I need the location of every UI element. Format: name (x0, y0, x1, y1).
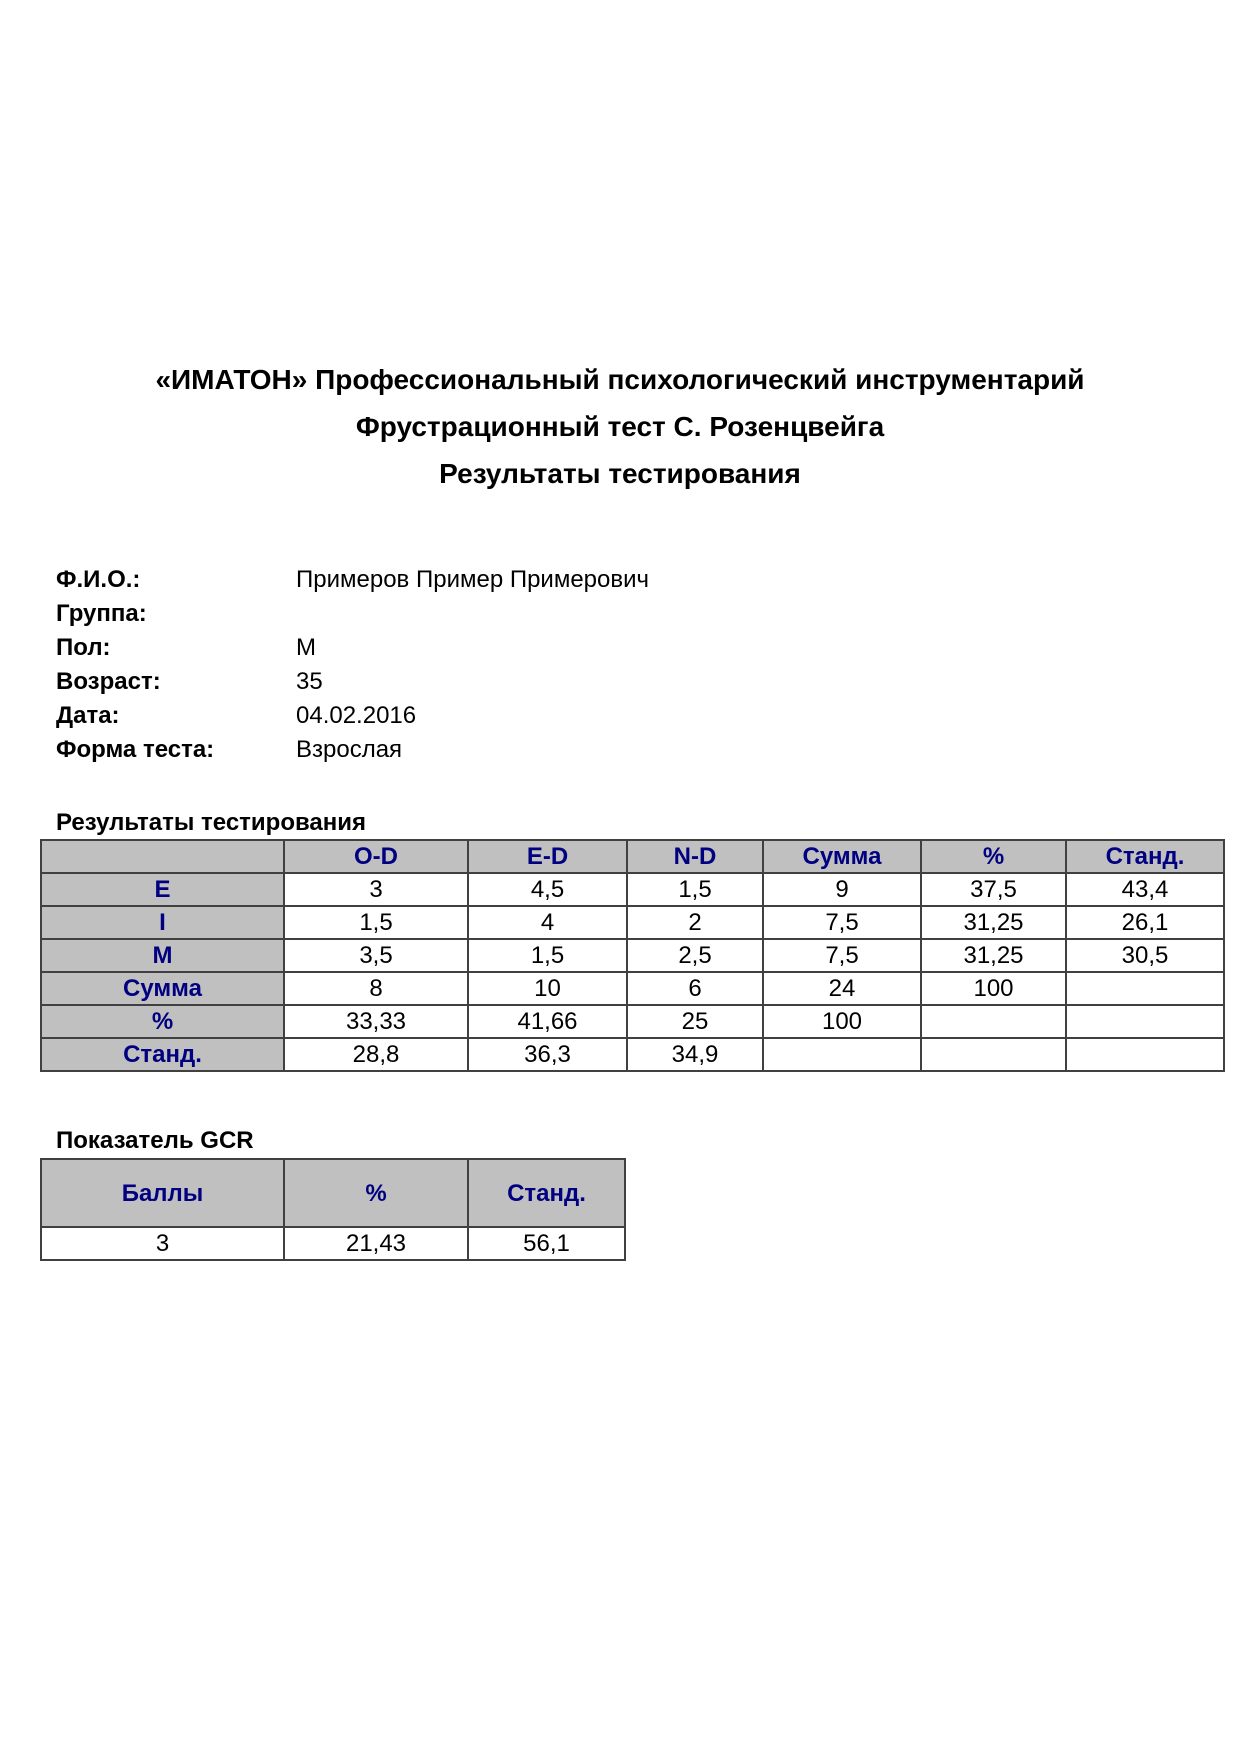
table-cell: 7,5 (763, 906, 921, 939)
info-value: Взрослая (296, 736, 403, 763)
column-header (41, 840, 284, 873)
table-cell: 7,5 (763, 939, 921, 972)
row-header: I (41, 906, 284, 939)
column-header: Сумма (763, 840, 921, 873)
table-cell: 3,5 (284, 939, 468, 972)
table-cell: 100 (921, 972, 1066, 1005)
header-title-line-3: Результаты тестирования (439, 458, 801, 489)
info-label: Возраст: (56, 668, 161, 695)
table-cell: 28,8 (284, 1038, 468, 1071)
table-cell: 4,5 (468, 873, 627, 906)
table-cell: 31,25 (921, 939, 1066, 972)
table-cell: 21,43 (284, 1227, 468, 1260)
column-header: Станд. (468, 1159, 625, 1227)
table-cell (1066, 1005, 1224, 1038)
table-cell: 2,5 (627, 939, 763, 972)
info-value: 04.02.2016 (296, 702, 417, 729)
column-header: E-D (468, 840, 627, 873)
table-cell (921, 1038, 1066, 1071)
column-header: Баллы (41, 1159, 284, 1227)
table-row (41, 906, 1224, 939)
results-section-title: Результаты тестирования (56, 809, 367, 836)
table-cell: 4 (468, 906, 627, 939)
table-cell (921, 1005, 1066, 1038)
table-cell: 100 (763, 1005, 921, 1038)
header-title-line-1: «ИМАТОН» Профессиональный психологический инструментарий (155, 364, 1085, 395)
table-cell: 31,25 (921, 906, 1066, 939)
table-header-row (41, 1159, 625, 1227)
table-cell: 41,66 (468, 1005, 627, 1038)
table-cell: 56,1 (468, 1227, 625, 1260)
table-cell: 8 (284, 972, 468, 1005)
column-header: Станд. (1066, 840, 1224, 873)
table-row (41, 972, 1224, 1005)
table-cell: 6 (627, 972, 763, 1005)
table-header-row (41, 840, 1224, 873)
row-header: Станд. (41, 1038, 284, 1071)
table-cell: 30,5 (1066, 939, 1224, 972)
table-cell: 9 (763, 873, 921, 906)
table-cell: 25 (627, 1005, 763, 1038)
gcr-table (40, 1158, 626, 1261)
info-value: М (296, 634, 316, 661)
header-title-line-2: Фрустрационный тест С. Розенцвейга (355, 411, 885, 442)
table-row (41, 1005, 1224, 1038)
info-label: Ф.И.О.: (56, 566, 141, 593)
table-cell: 3 (41, 1227, 284, 1260)
row-header: M (41, 939, 284, 972)
info-label: Группа: (56, 600, 147, 627)
info-label: Пол: (56, 634, 111, 661)
table-cell (1066, 972, 1224, 1005)
table-cell: 37,5 (921, 873, 1066, 906)
results-table (40, 839, 1225, 1072)
table-row (41, 1227, 625, 1260)
column-header: % (284, 1159, 468, 1227)
gcr-section-title: Показатель GCR (56, 1127, 254, 1154)
info-value: 35 (296, 668, 323, 695)
table-cell: 24 (763, 972, 921, 1005)
table-cell (1066, 1038, 1224, 1071)
table-cell: 36,3 (468, 1038, 627, 1071)
row-header: % (41, 1005, 284, 1038)
table-cell (763, 1038, 921, 1071)
table-row (41, 939, 1224, 972)
column-header: % (921, 840, 1066, 873)
table-cell: 26,1 (1066, 906, 1224, 939)
table-cell: 10 (468, 972, 627, 1005)
table-cell: 33,33 (284, 1005, 468, 1038)
table-cell: 1,5 (627, 873, 763, 906)
column-header: O-D (284, 840, 468, 873)
table-row (41, 873, 1224, 906)
table-cell: 1,5 (468, 939, 627, 972)
table-cell: 1,5 (284, 906, 468, 939)
table-cell: 43,4 (1066, 873, 1224, 906)
info-value: Примеров Пример Примерович (296, 566, 650, 593)
row-header: E (41, 873, 284, 906)
column-header: N-D (627, 840, 763, 873)
table-row (41, 1038, 1224, 1071)
info-label: Форма теста: (56, 736, 215, 763)
row-header: Сумма (41, 972, 284, 1005)
table-cell: 2 (627, 906, 763, 939)
info-label: Дата: (56, 702, 120, 729)
table-cell: 34,9 (627, 1038, 763, 1071)
table-cell: 3 (284, 873, 468, 906)
